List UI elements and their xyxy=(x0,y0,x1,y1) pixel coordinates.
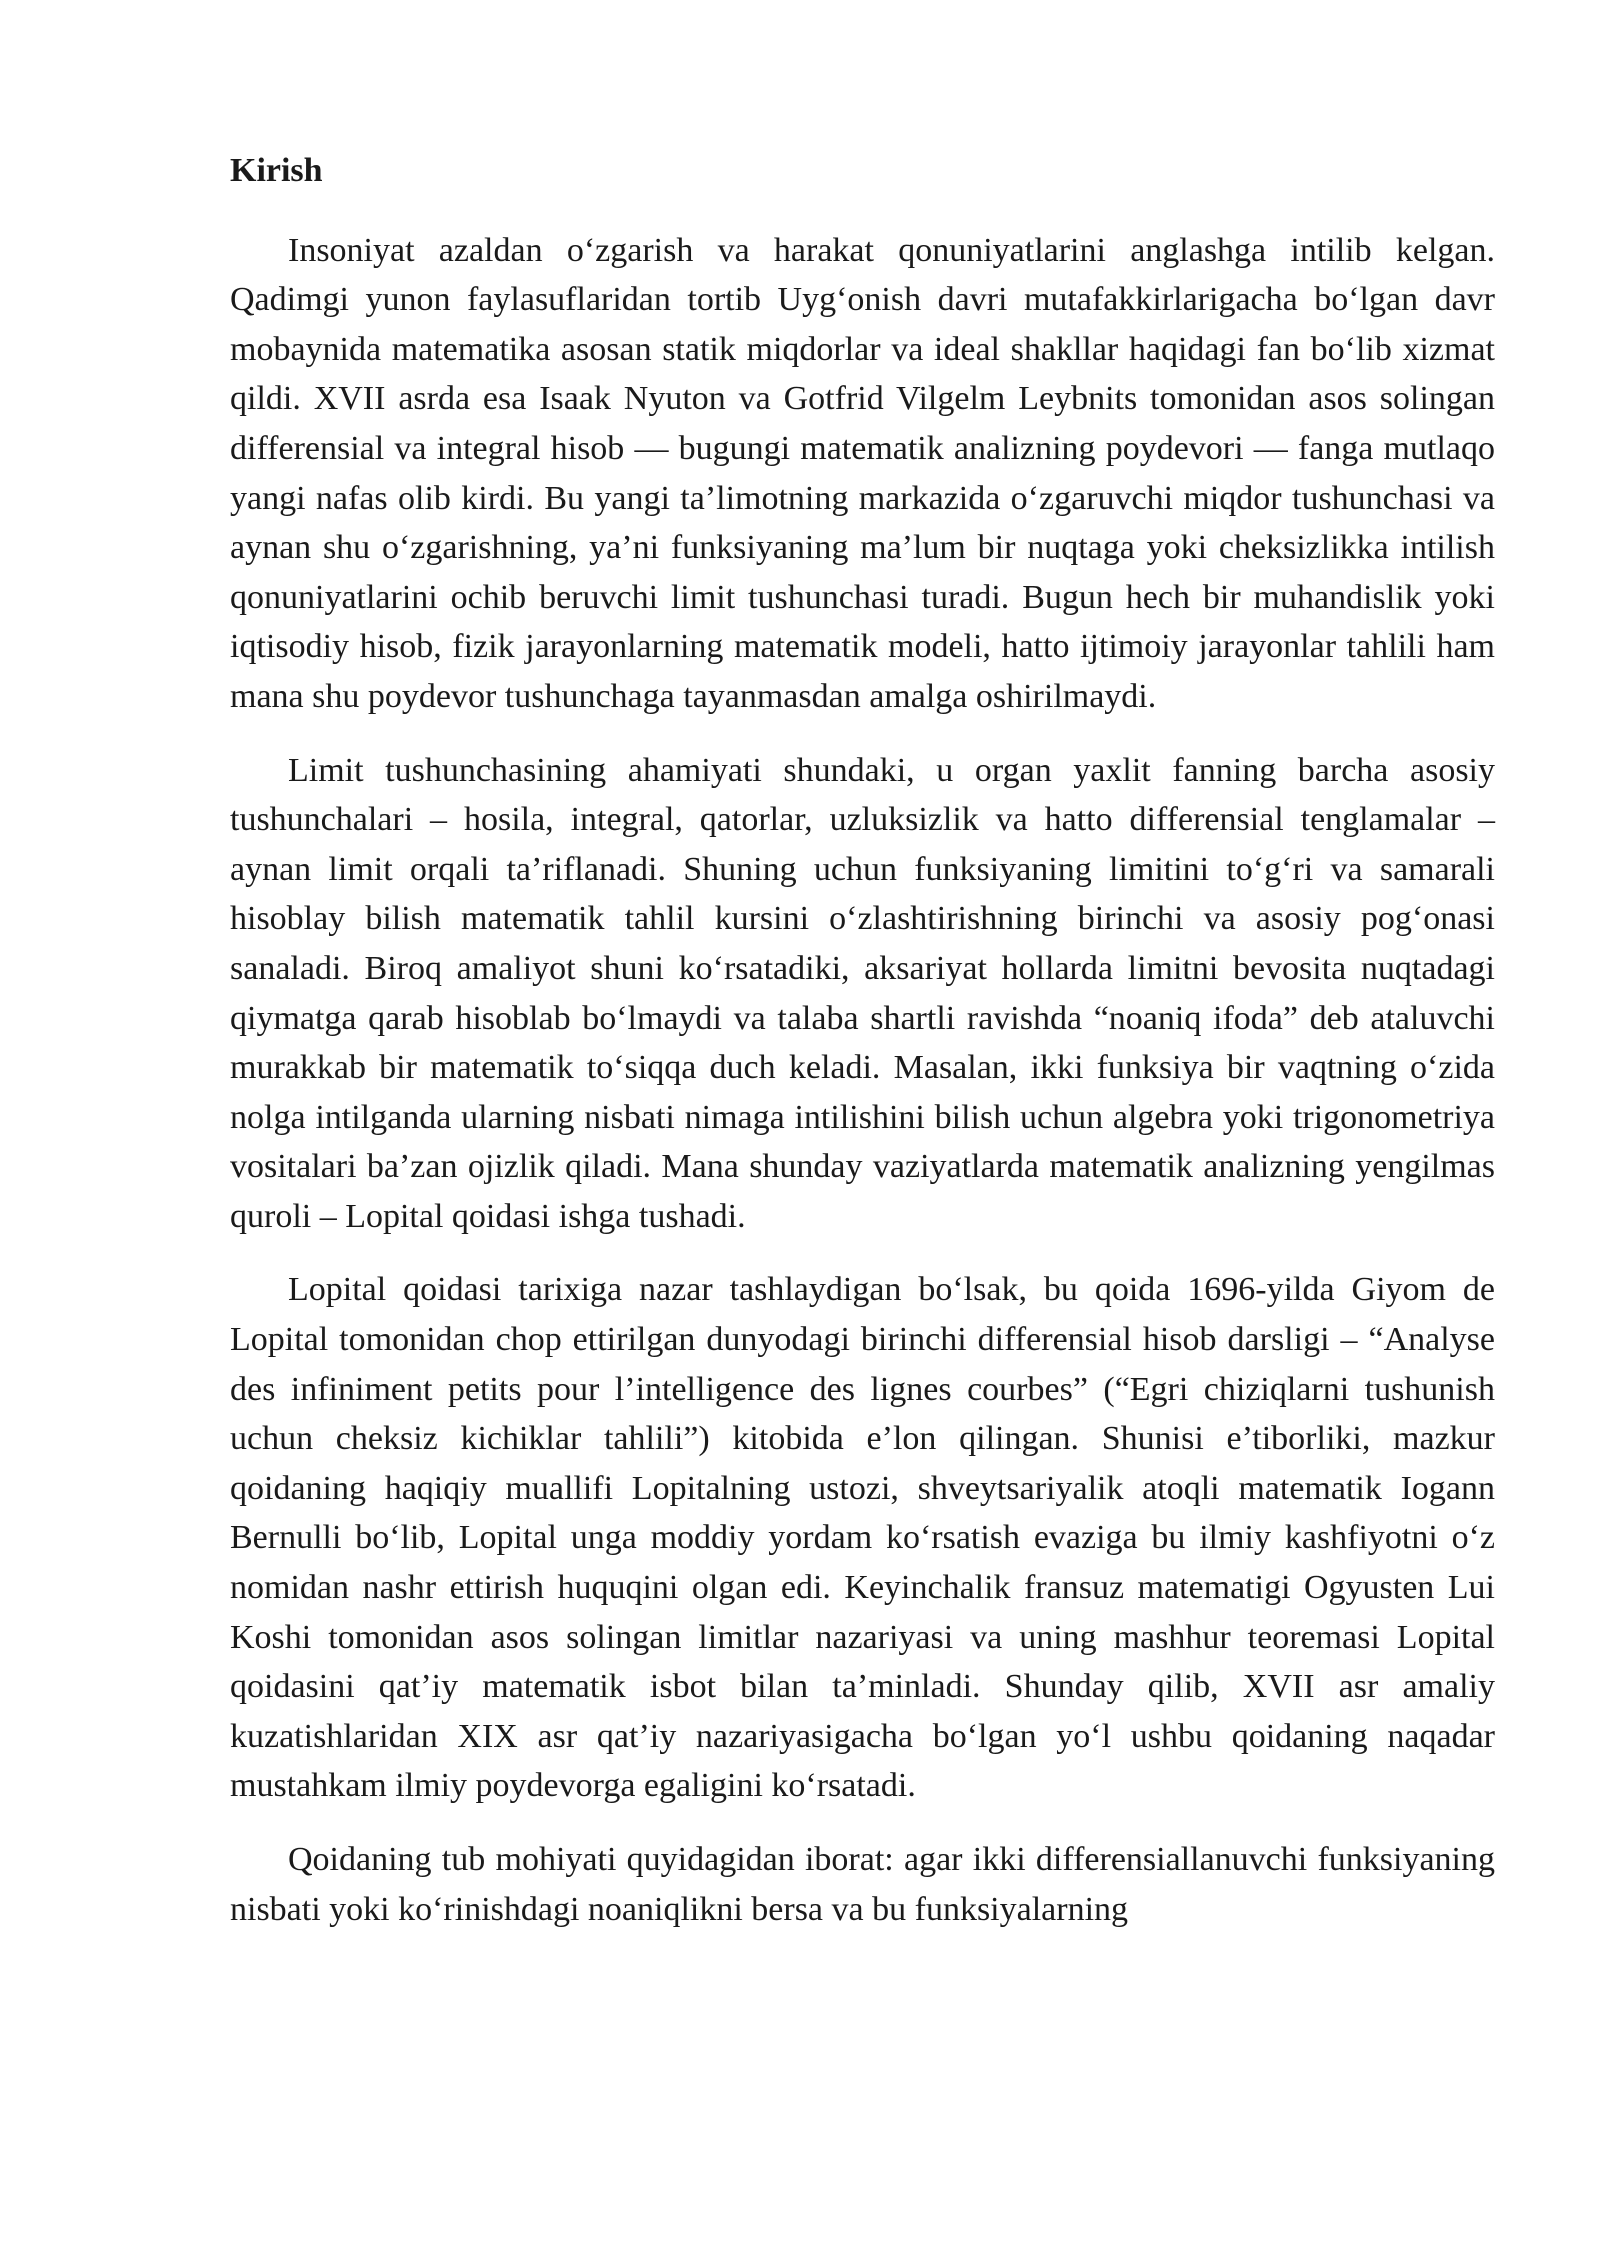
section-heading: Kirish xyxy=(230,152,323,189)
paragraph-limit-importance: Limit tushunchasining ahamiyati shundaki, u organ yaxlit fanning barcha asosiy tushunchalari – hosila, integral, qatorlar, uzluksizlik va hatto differensial tenglamalar – aynan limit orqali ta’riflanadi. Shuning uchun funksiyaning limitini to‘g‘ri va samarali hisoblay bilish matematik tahlil kursini o‘zlashtirishning birinchi va asosiy pog‘onasi sanaladi. Biroq amaliyot shuni ko‘rsatadiki, aksariyat hollarda limitni bevosita nuqtadagi qiymatga qarab hisoblab bo‘lmaydi va talaba shartli ravishda “noaniq ifoda” deb ataluvchi murakkab bir matematik to‘siqqa duch keladi. Masalan, ikki funksiya bir vaqtning o‘zida nolga intilganda ularning nisbati nimaga intilishini bilish uchun algebra yoki trigonometriya vositalari ba’zan ojizlik qiladi. Mana shunday vaziyatlarda matematik analizning yengilmas quroli – Lopital qoidasi ishga tushadi. xyxy=(230,751,1495,1235)
paragraph-intro: Insoniyat azaldan o‘zgarish va harakat qonuniyatlarini anglashga intilib kelgan. Qadimgi yunon faylasuflaridan tortib Uyg‘onish davri mutafakkirlarigacha bo‘lgan davr mobaynida matematika asosan statik miqdorlar va ideal shakllar haqidagi fan bo‘lib xizmat qildi. XVII asrda esa Isaak Nyuton va Gotfrid Vilgelm Leybnits tomonidan asos solingan differensial va integral hisob — bugungi matematik analizning poydevori — fanga mutlaqo yangi nafas olib kirdi. Bu yangi ta’limotning markazida o‘zgaruvchi miqdor tushunchasi va aynan shu o‘zgarishning, ya’ni funksiyaning ma’lum bir nuqtaga yoki cheksizlikka intilish qonuniyatlarini ochib beruvchi limit tushunchasi turadi. Bugun hech bir muhandislik yoki iqtisodiy hisob, fizik jarayonlarning matematik modeli, hatto ijtimoiy jarayonlar tahlili ham mana shu poydevor tushunchaga tayanmasdan amalga oshirilmaydi. xyxy=(230,231,1495,715)
paragraph-rule-essence: Qoidaning tub mohiyati quyidagidan iborat: agar ikki differensiallanuvchi funksiyaning nisbati yoki ko‘rinishdagi noaniqlikni bersa va bu funksiyalarning xyxy=(230,1841,1495,1928)
document-page xyxy=(230,146,1495,1934)
paragraph-lopital-history: Lopital qoidasi tarixiga nazar tashlaydigan bo‘lsak, bu qoida 1696-yilda Giyom de Lopital tomonidan chop ettirilgan dunyodagi birinchi differensial hisob darsligi – “Analyse des infiniment petits pour l’intelligence des lignes courbes” (“Egri chiziqlarni tushunish uchun cheksiz kichiklar tahlili”) kitobida e’lon qilingan. Shunisi e’tiborliki, mazkur qoidaning haqiqiy muallifi Lopitalning ustozi, shveytsariyalik atoqli matematik Iogann Bernulli bo‘lib, Lopital unga moddiy yordam ko‘rsatish evaziga bu ilmiy kashfiyotni o‘z nomidan nashr ettirish huquqini olgan edi. Keyinchalik fransuz matematigi Ogyusten Lui Koshi tomonidan asos solingan limitlar nazariyasi va uning mashhur teoremasi Lopital qoidasini qat’iy matematik isbot bilan ta’minladi. Shunday qilib, XVII asr amaliy kuzatishlaridan XIX asr qat’iy nazariyasigacha bo‘lgan yo‘l ushbu qoidaning naqadar mustahkam ilmiy poydevorga egaligini ko‘rsatadi. xyxy=(230,1271,1495,1805)
